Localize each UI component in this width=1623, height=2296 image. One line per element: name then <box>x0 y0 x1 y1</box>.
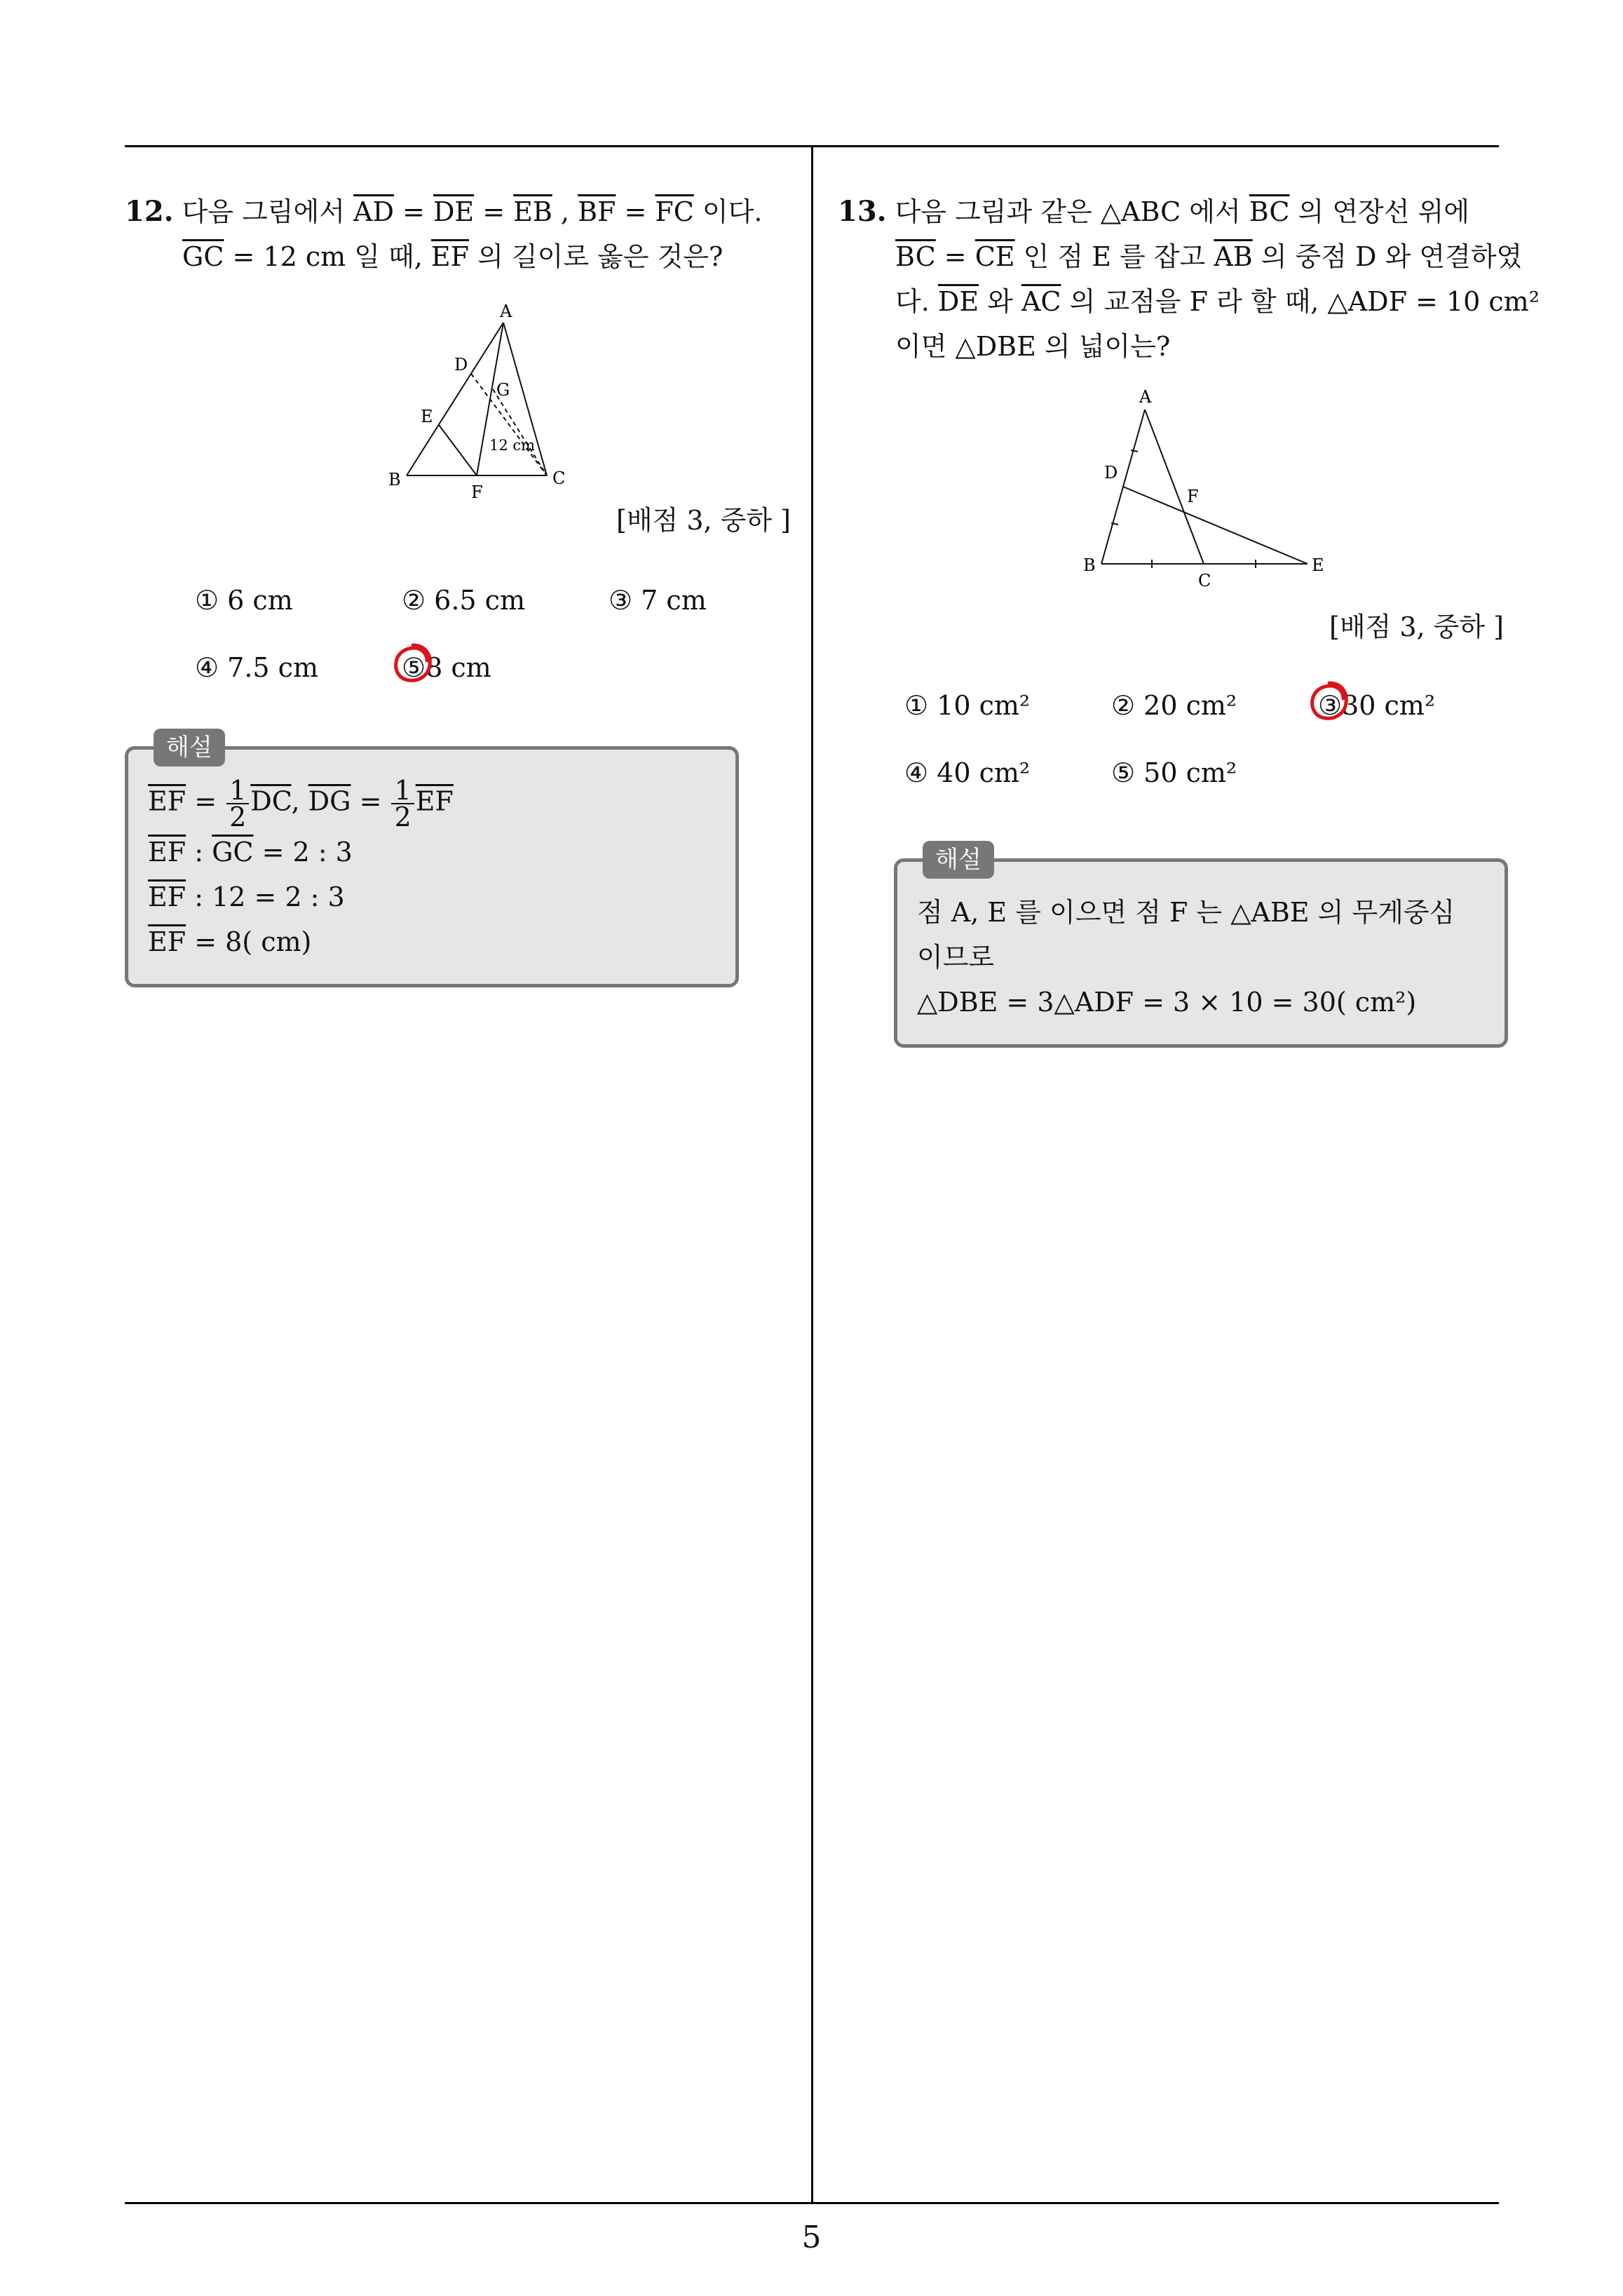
q12-text: 이다. <box>693 196 763 227</box>
q13-text: 의 연장선 위에 <box>1289 196 1469 227</box>
choice-text: 6.5 cm <box>434 585 525 616</box>
exp-seg-ef: $\overline{EF}$ <box>148 926 186 957</box>
label-c: C <box>1198 571 1211 590</box>
q12-exp-line-4 <box>148 919 716 964</box>
choice-number: ③ <box>1318 690 1343 721</box>
q13-text: 의 중점 D 와 연결하였 <box>1252 241 1523 272</box>
q13-text: 다음 그림과 같은 △ABC 에서 <box>895 196 1249 227</box>
q13-exp-line-2: 이므로 <box>917 942 995 973</box>
q12-triangle-figure <box>384 295 595 505</box>
label-f: F <box>471 482 483 502</box>
q12-choice-1[interactable] <box>195 578 293 623</box>
answer-circle-icon <box>391 641 435 686</box>
q12-number: 12. <box>125 195 174 228</box>
q13-text: 다. <box>895 286 938 317</box>
q13-choice-5[interactable] <box>1111 750 1237 795</box>
q12-choice-3[interactable] <box>609 578 707 623</box>
exp-text: , <box>291 785 308 817</box>
q12-exp-line-2 <box>148 830 716 874</box>
q13-line-1 <box>838 189 1511 234</box>
q13-choice-1[interactable] <box>904 683 1030 728</box>
choice-text: 20 cm² <box>1143 690 1237 721</box>
label-12cm: 12 cm <box>489 437 536 454</box>
q13-text: 의 교점을 F 라 할 때, △ADF = 10 cm² <box>1061 286 1540 317</box>
segment-eb: $\overline{EB}$ <box>513 196 552 227</box>
choice-number: ⑤ <box>1111 757 1136 788</box>
segment-gc: $\overline{GC}$ <box>182 241 224 272</box>
numerator: 1 <box>391 778 414 804</box>
fraction-half <box>226 775 249 832</box>
label-f: F <box>1187 487 1199 506</box>
q12-text: = 12 cm 일 때, <box>224 241 431 272</box>
exp-seg-ef: $\overline{EF}$ <box>148 882 186 912</box>
segment-bf: $\overline{BF}$ <box>578 196 616 227</box>
q12-line-1 <box>125 189 798 234</box>
segment-ce: $\overline{CE}$ <box>975 241 1015 272</box>
q13-line-4 <box>838 324 1511 369</box>
explanation-tag: 해설 <box>923 841 994 879</box>
segment-ab: $\overline{AB}$ <box>1214 241 1253 272</box>
segment-ac: $\overline{AC}$ <box>1021 286 1061 317</box>
q12-choices <box>125 578 798 718</box>
q12-text: 의 길이로 옳은 것은? <box>469 241 724 272</box>
choice-text: 40 cm² <box>937 757 1031 788</box>
q13-explanation-box <box>894 846 1508 1048</box>
segment-de: $\overline{DE}$ <box>937 286 979 317</box>
choice-number: ④ <box>904 757 929 788</box>
label-g: G <box>496 380 510 400</box>
exp-text: : 12 = 2 : 3 <box>186 882 345 912</box>
q12-meta: [배점 3, 중하 ] <box>616 505 791 536</box>
question-12 <box>125 189 798 987</box>
label-d: D <box>1104 463 1118 482</box>
choice-number: ① <box>195 585 219 616</box>
segment-bc: $\overline{BC}$ <box>895 241 936 272</box>
q13-text: 와 <box>979 286 1021 317</box>
exp-text: = <box>351 785 391 817</box>
exp-seg-dg: $\overline{DG}$ <box>308 785 351 817</box>
label-a: A <box>500 302 512 321</box>
q12-exp-line-3 <box>148 874 716 919</box>
q12-text: = <box>393 196 433 227</box>
q13-line-3 <box>838 279 1540 324</box>
choice-text: 50 cm² <box>1143 757 1237 788</box>
choice-text: 7.5 cm <box>227 652 318 683</box>
denominator: 2 <box>394 802 412 832</box>
q12-choice-2[interactable] <box>402 578 525 623</box>
segment-fc: $\overline{FC}$ <box>655 196 694 227</box>
label-d: D <box>454 355 468 374</box>
choice-number: ④ <box>195 652 219 683</box>
q13-text: 이면 △DBE 의 넓이는? <box>895 331 1171 362</box>
label-a: A <box>1139 387 1152 407</box>
denominator: 2 <box>229 802 247 832</box>
choice-number: ① <box>904 690 929 721</box>
exp-text: = 8( cm) <box>186 926 312 957</box>
q12-choice-4[interactable] <box>195 645 318 690</box>
label-e: E <box>421 407 433 426</box>
choice-number: ② <box>1111 690 1136 721</box>
answer-circle-icon <box>1307 679 1352 724</box>
q13-number: 13. <box>838 195 887 228</box>
numerator: 1 <box>226 778 249 804</box>
label-e: E <box>1312 555 1324 575</box>
exp-seg-ef: $\overline{EF}$ <box>415 785 454 817</box>
q12-text: 다음 그림에서 <box>182 196 354 227</box>
choice-text: 7 cm <box>641 585 707 616</box>
exp-seg-ef: $\overline{EF}$ <box>148 785 186 817</box>
exp-seg-gc: $\overline{GC}$ <box>212 837 254 867</box>
q13-text: 인 점 E 를 잡고 <box>1014 241 1214 272</box>
segment-de: $\overline{DE}$ <box>433 196 475 227</box>
exp-text: = <box>186 785 226 817</box>
q13-text: = <box>935 241 975 272</box>
segment-ef: $\overline{EF}$ <box>430 241 470 272</box>
exp-seg-ef: $\overline{EF}$ <box>148 837 186 867</box>
explanation-tag: 해설 <box>154 729 225 767</box>
choice-number: ⑤ <box>402 652 426 683</box>
column-divider <box>811 145 813 2203</box>
fraction-half <box>391 775 414 832</box>
segment-ad: $\overline{AD}$ <box>353 196 394 227</box>
q12-text: = <box>616 196 656 227</box>
choice-text: 30 cm² <box>1342 690 1436 721</box>
q13-line-2 <box>838 234 1523 279</box>
q12-text: , <box>552 196 578 227</box>
choice-text: 10 cm² <box>937 690 1031 721</box>
choice-number: ② <box>402 585 426 616</box>
question-13 <box>838 189 1540 1048</box>
q13-triangle-figure <box>1069 383 1336 593</box>
q13-choice-2[interactable] <box>1111 683 1237 728</box>
label-b: B <box>1083 555 1096 575</box>
bottom-rule <box>125 2202 1499 2204</box>
q13-choices <box>838 683 1511 823</box>
q13-choice-4[interactable] <box>904 750 1030 795</box>
q12-exp-line-1 <box>148 775 716 832</box>
q13-exp-line-1: 점 A, E 를 이으면 점 F 는 △ABE 의 무게중심 <box>917 897 1455 928</box>
q12-line-2 <box>125 234 798 279</box>
label-b: B <box>388 470 401 489</box>
q12-explanation-box <box>125 734 739 987</box>
exp-seg-dc: $\overline{DC}$ <box>250 785 292 817</box>
choice-text: 6 cm <box>227 585 293 616</box>
page-number: 5 <box>801 2220 822 2255</box>
q13-choice-3[interactable] <box>1318 683 1435 728</box>
exp-text: : <box>186 837 212 867</box>
label-c: C <box>552 468 566 488</box>
segment-bc: $\overline{BC}$ <box>1249 196 1290 227</box>
exp-text: = 2 : 3 <box>253 837 353 867</box>
q12-text: = <box>474 196 514 227</box>
q13-meta: [배점 3, 중하 ] <box>1329 612 1504 642</box>
choice-number: ③ <box>609 585 633 616</box>
choice-text: 8 cm <box>426 652 491 683</box>
q12-choice-5[interactable] <box>402 645 491 690</box>
q13-exp-line-3: △DBE = 3△ADF = 3 × 10 = 30( cm²) <box>917 987 1417 1018</box>
